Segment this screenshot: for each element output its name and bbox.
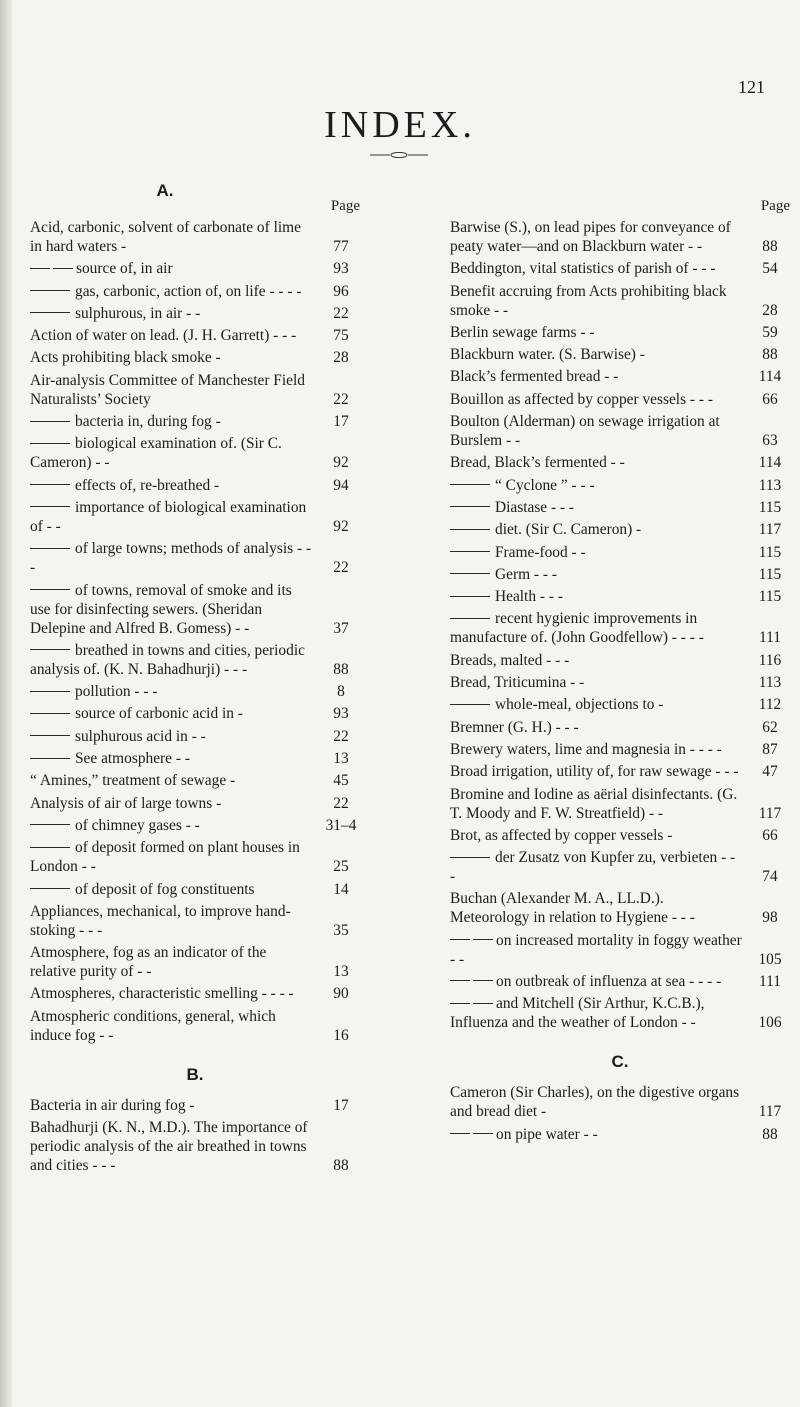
entry-text-wrap [30, 794, 322, 813]
entry-page: 45 [333, 772, 349, 790]
entry-page: 17 [333, 413, 349, 431]
index-entry [450, 889, 790, 927]
entry-page: 28 [762, 301, 778, 319]
entry-text-wrap [450, 931, 750, 969]
index-entry [30, 371, 360, 409]
ditto-dash [450, 573, 490, 574]
entry-text: breathed in towns and cities, periodic analysis of. (K. N. Bahadhurji) - - - [30, 641, 305, 678]
entry-page: 115 [758, 543, 782, 561]
entry-page: 28 [333, 349, 349, 367]
entry-text: of chimney gases - - [75, 816, 200, 834]
entry-page: 105 [758, 950, 782, 968]
entry-page: 115 [758, 565, 782, 583]
entry-page: 22 [333, 304, 349, 322]
entry-page: 106 [758, 1014, 782, 1032]
ditto-dash [473, 939, 493, 940]
entry-text: Analysis of air of large towns - [30, 794, 222, 812]
ditto-dash [30, 758, 70, 759]
entry-text-wrap [450, 848, 750, 886]
entry-page: 88 [762, 1125, 778, 1143]
entry-text: sulphurous acid in - - [75, 727, 206, 745]
entry-text-wrap [450, 972, 750, 991]
entry-text: Bahadhurji (K. N., M.D.). The importance of periodic analysis of the air breathed in towns and cities - - - [30, 1119, 308, 1175]
entry-page: 96 [333, 282, 349, 300]
entry-text-wrap [30, 539, 322, 577]
entry-text: of towns, removal of smoke and its use for disinfecting sewers. (Sheridan Delepine and Alfred B. Gomess) - - [30, 581, 292, 637]
entry-text-wrap [450, 476, 750, 495]
entry-text: Bremner (G. H.) - - - [450, 718, 579, 736]
ditto-dash [450, 1133, 470, 1134]
index-entry [450, 565, 790, 584]
section-letter [450, 200, 730, 218]
entry-page: 92 [333, 454, 349, 472]
ditto-dash [450, 704, 490, 705]
entry-text-wrap [450, 1083, 750, 1121]
entry-page: 88 [762, 346, 778, 364]
entry-text-wrap [450, 740, 750, 759]
entry-text-wrap [30, 326, 322, 345]
index-entry [30, 749, 360, 768]
index-entry [30, 838, 360, 876]
index-entry [450, 390, 790, 409]
ditto-dash [450, 980, 470, 981]
ditto-dash [30, 268, 50, 269]
entry-text-wrap [30, 348, 322, 367]
entry-text-wrap [450, 412, 750, 450]
entry-page: 111 [759, 973, 781, 991]
ditto-dash [473, 1003, 493, 1004]
entry-text: Boulton (Alderman) on sewage irrigation at Burslem - - [450, 413, 720, 450]
index-entry [30, 476, 360, 495]
entry-text-wrap [450, 218, 750, 256]
entry-text-wrap [450, 609, 750, 647]
entry-text: See atmosphere - - [75, 750, 190, 768]
index-entry [30, 259, 360, 278]
entry-text: effects of, re-breathed - [75, 476, 220, 494]
entry-text: on outbreak of influenza at sea - - - - [496, 973, 722, 991]
index-entry [450, 498, 790, 517]
index-entry [450, 367, 790, 386]
ditto-dash [473, 1133, 493, 1134]
entry-text-wrap [30, 304, 322, 323]
entry-page: 22 [333, 390, 349, 408]
entry-text: Berlin sewage farms - - [450, 323, 595, 341]
entry-text: Blackburn water. (S. Barwise) - [450, 346, 645, 364]
entry-page: 47 [762, 763, 778, 781]
entry-text: Broad irrigation, utility of, for raw sewage - - - [450, 763, 739, 781]
entry-text-wrap [450, 543, 750, 562]
index-entry [30, 1007, 360, 1045]
index-entry [30, 984, 360, 1003]
index-entry [450, 673, 790, 692]
index-entry [450, 785, 790, 823]
entry-page: 112 [758, 696, 782, 714]
entry-page: 22 [333, 794, 349, 812]
entry-page: 88 [762, 238, 778, 255]
index-entry [30, 348, 360, 367]
index-entry [30, 282, 360, 301]
entry-page: 90 [333, 985, 349, 1003]
ditto-dash [30, 649, 70, 650]
column-header [30, 176, 360, 218]
page-number: 121 [738, 77, 765, 97]
section-letter: A. [156, 181, 174, 200]
entry-text-wrap [450, 695, 750, 714]
ditto-dash [30, 290, 70, 291]
entry-page: 77 [333, 238, 349, 255]
entry-text-wrap [30, 641, 322, 679]
entry-text-wrap [30, 984, 322, 1003]
entry-text-wrap [30, 412, 322, 431]
index-entry [30, 880, 360, 899]
index-entry [450, 651, 790, 670]
entry-text: importance of biological examination of - - [30, 498, 307, 535]
entry-text-wrap [450, 762, 750, 781]
entry-text: Atmospheres, characteristic smelling - - - - [30, 985, 294, 1003]
index-entry [30, 816, 360, 835]
entry-text: Atmosphere, fog as an indicator of the relative purity of - - [30, 944, 267, 981]
entry-page: 54 [762, 260, 778, 278]
entry-text: Diastase - - - [495, 498, 575, 516]
title-ornament [370, 152, 428, 158]
entry-page: 37 [333, 619, 349, 637]
entry-page: 88 [333, 1157, 349, 1175]
entry-text-wrap [450, 390, 750, 409]
entry-text-wrap [30, 771, 322, 790]
entry-text-wrap [450, 718, 750, 737]
entry-text-wrap [30, 880, 322, 899]
index-entry [30, 771, 360, 790]
page-column-heading: Page [760, 198, 790, 214]
ditto-dash [450, 551, 490, 552]
entry-text: pollution - - - [75, 683, 158, 701]
entry-text: Benefit accruing from Acts prohibiting black smoke - - [450, 282, 727, 319]
entry-text-wrap [30, 476, 322, 495]
entry-page: 8 [337, 683, 345, 701]
ditto-dash [473, 980, 493, 981]
entry-page: 88 [333, 660, 349, 678]
entry-text-wrap [450, 1125, 750, 1144]
entry-text: Bread, Black’s fermented - - [450, 454, 625, 472]
entry-text: source of, in air [76, 260, 173, 278]
index-entry [450, 695, 790, 714]
entry-text-wrap [30, 704, 322, 723]
entry-text: on increased mortality in foggy weather - - [450, 931, 742, 968]
ditto-dash [450, 506, 490, 507]
entry-text-wrap [450, 520, 750, 539]
index-entry [450, 762, 790, 781]
entry-text: Acid, carbonic, solvent of carbonate of lime in hard waters - [30, 219, 301, 255]
entry-text: Air-analysis Committee of Manchester Field Naturalists’ Society [30, 371, 305, 408]
index-entry [450, 520, 790, 539]
index-entry [450, 345, 790, 364]
entry-text: Health - - - [495, 588, 563, 606]
ditto-dash [450, 618, 490, 619]
ditto-dash [30, 506, 70, 507]
page-title: INDEX. [324, 104, 476, 146]
entry-text: Buchan (Alexander M. A., LL.D.). Meteorology in relation to Hygiene - - - [450, 890, 695, 927]
entry-text-wrap [450, 453, 750, 472]
section-letter: B. [186, 1064, 204, 1084]
entry-text: Brewery waters, lime and magnesia in - - - - [450, 740, 722, 758]
entry-page: 62 [762, 718, 778, 736]
index-entry [30, 581, 360, 638]
index-entry [30, 902, 360, 940]
index-entry [450, 994, 790, 1032]
entry-text: Bacteria in air during fog - [30, 1096, 195, 1114]
entry-text-wrap [450, 673, 750, 692]
entry-page: 63 [762, 432, 778, 450]
entry-page: 87 [762, 740, 778, 758]
index-entry [30, 1096, 360, 1115]
entry-text-wrap [450, 367, 750, 386]
ditto-dash [30, 847, 70, 848]
entry-text: of deposit of fog constituents [75, 880, 255, 898]
index-entry [30, 326, 360, 345]
entry-page: 114 [758, 454, 782, 472]
entry-text-wrap [450, 651, 750, 670]
entry-text-wrap [30, 943, 322, 981]
entry-page: 16 [333, 1026, 349, 1044]
index-entry [30, 539, 360, 577]
index-entry [450, 453, 790, 472]
entry-text-wrap [450, 345, 750, 364]
ditto-dash [450, 529, 490, 530]
entry-text: Atmospheric conditions, general, which induce fog - - [30, 1007, 276, 1044]
index-entry [30, 727, 360, 746]
entry-text: Acts prohibiting black smoke - [30, 349, 221, 367]
ditto-dash [30, 548, 70, 549]
entry-text-wrap [450, 282, 750, 320]
entry-text: biological examination of. (Sir C. Cameron) - - [30, 435, 282, 472]
entry-page: 117 [758, 1103, 782, 1121]
entry-page: 74 [762, 868, 778, 886]
entry-text: recent hygienic improvements in manufacture of. (John Goodfellow) - - - - [450, 610, 704, 647]
entry-text: Breads, malted - - - [450, 651, 570, 669]
entry-text: sulphurous, in air - - [75, 304, 201, 322]
entry-text-wrap [450, 259, 750, 278]
index-entry [450, 587, 790, 606]
entry-text-wrap [450, 994, 750, 1032]
index-entry [450, 972, 790, 991]
column-header [450, 176, 790, 218]
index-entry [450, 1125, 790, 1144]
ditto-dash [450, 1003, 470, 1004]
entry-text-wrap [450, 565, 750, 584]
index-entry [450, 740, 790, 759]
entry-page: 111 [759, 629, 781, 647]
entry-text: Bouillon as affected by copper vessels - - - [450, 390, 713, 408]
entry-text-wrap [450, 587, 750, 606]
entry-text-wrap [30, 434, 322, 472]
index-entry [30, 794, 360, 813]
index-entry [30, 498, 360, 536]
index-entry [30, 218, 360, 256]
entry-page: 66 [762, 390, 778, 408]
entry-text-wrap [450, 323, 750, 342]
entry-text: Frame-food - - [495, 543, 586, 561]
index-entry [450, 259, 790, 278]
entry-text: gas, carbonic, action of, on life - - - - [75, 282, 302, 300]
entry-text-wrap [450, 498, 750, 517]
entry-text: der Zusatz von Kupfer zu, verbieten - - - [450, 849, 736, 886]
entry-text-wrap [30, 1096, 322, 1115]
entry-text: of deposit formed on plant houses in London - - [30, 839, 300, 876]
entry-text: “ Cyclone ” - - - [495, 476, 595, 494]
entry-page: 25 [333, 858, 349, 876]
index-entry [30, 641, 360, 679]
entry-text: Black’s fermented bread - - [450, 368, 619, 386]
entry-text-wrap [30, 1118, 322, 1175]
entry-text-wrap [30, 838, 322, 876]
entry-text-wrap [30, 282, 322, 301]
entry-text-wrap [30, 1007, 322, 1045]
entry-text-wrap [450, 785, 750, 823]
entry-text-wrap [30, 218, 322, 256]
ditto-dash [30, 691, 70, 692]
entry-page: 75 [333, 327, 349, 345]
index-entry [450, 543, 790, 562]
index-entry [30, 682, 360, 701]
entry-text: Cameron (Sir Charles), on the digestive organs and bread diet - [450, 1084, 740, 1121]
ditto-dash [450, 939, 470, 940]
page-edge-shadow [0, 0, 12, 1407]
entry-page: 22 [333, 559, 349, 577]
index-column-left [30, 176, 360, 1178]
ditto-dash [53, 268, 73, 269]
index-entry [30, 412, 360, 431]
entry-text-wrap [30, 371, 322, 409]
entry-page: 31–4 [325, 816, 357, 834]
entry-text: Barwise (S.), on lead pipes for conveyance of peaty water—and on Blackburn water - - [450, 219, 731, 255]
entry-page: 93 [333, 705, 349, 723]
entry-text: on pipe water - - [496, 1125, 598, 1143]
ditto-dash [30, 735, 70, 736]
entry-page: 66 [762, 826, 778, 844]
entry-page: 14 [333, 880, 349, 898]
entry-page: 13 [333, 963, 349, 981]
entry-text: Appliances, mechanical, to improve hand-stoking - - - [30, 902, 291, 939]
index-entry [450, 826, 790, 845]
entry-page: 115 [758, 498, 782, 516]
entry-text: diet. (Sir C. Cameron) - [495, 521, 642, 539]
entry-text: whole-meal, objections to - [495, 696, 664, 714]
index-entry [30, 704, 360, 723]
entry-text-wrap [30, 682, 322, 701]
entry-page: 115 [758, 588, 782, 606]
entry-text-wrap [450, 826, 750, 845]
ditto-dash [450, 484, 490, 485]
entry-text: source of carbonic acid in - [75, 705, 243, 723]
entry-text: Action of water on lead. (J. H. Garrett) - - - [30, 327, 297, 345]
entry-page: 114 [758, 368, 782, 386]
index-column-right [450, 176, 790, 1147]
section-letter: C. [611, 1052, 629, 1072]
entry-page: 17 [333, 1096, 349, 1114]
index-entry [450, 718, 790, 737]
entry-page: 94 [333, 476, 349, 494]
index-entry [30, 304, 360, 323]
index-entry [450, 476, 790, 495]
entry-page: 116 [758, 651, 782, 669]
entry-text: of large towns; methods of analysis - - - [30, 540, 312, 577]
entry-page: 113 [758, 476, 782, 494]
index-entry [450, 1083, 790, 1121]
entry-text: Bromine and Iodine as aërial disinfectants. (G. T. Moody and F. W. Streatfield) - - [450, 785, 738, 822]
entry-page: 13 [333, 750, 349, 768]
entry-text: bacteria in, during fog - [75, 413, 221, 431]
entry-text-wrap [30, 727, 322, 746]
entry-text-wrap [30, 749, 322, 768]
index-entry [450, 282, 790, 320]
entry-text-wrap [30, 902, 322, 940]
ditto-dash [30, 824, 70, 825]
index-entry [450, 609, 790, 647]
ditto-dash [30, 589, 70, 590]
entry-page: 92 [333, 517, 349, 535]
entry-text: Germ - - - [495, 565, 557, 583]
index-entry [450, 848, 790, 886]
entry-text: Beddington, vital statistics of parish of - - - [450, 260, 716, 278]
ditto-dash [30, 421, 70, 422]
index-entry [450, 323, 790, 342]
entry-page: 59 [762, 323, 778, 341]
entry-text: Bread, Triticumina - - [450, 674, 585, 692]
entry-page: 22 [333, 727, 349, 745]
ditto-dash [450, 857, 490, 858]
ditto-dash [30, 443, 70, 444]
index-entry [30, 434, 360, 472]
index-entry [30, 1118, 360, 1175]
entry-text-wrap [30, 816, 322, 835]
ditto-dash [30, 888, 70, 889]
entry-page: 93 [333, 260, 349, 278]
entry-text: Brot, as affected by copper vessels - [450, 826, 673, 844]
ditto-dash [450, 596, 490, 597]
entry-text-wrap [450, 889, 750, 927]
entry-page: 117 [758, 521, 782, 539]
entry-text: and Mitchell (Sir Arthur, K.C.B.), Influenza and the weather of London - - [450, 995, 705, 1032]
page-column-heading: Page [330, 198, 360, 214]
index-entry [450, 412, 790, 450]
index-entry [450, 218, 790, 256]
entry-page: 98 [762, 909, 778, 927]
entry-page: 117 [758, 804, 782, 822]
index-entry [450, 931, 790, 969]
entry-page: 35 [333, 921, 349, 939]
ditto-dash [30, 484, 70, 485]
entry-text-wrap [30, 498, 322, 536]
entry-text-wrap [30, 581, 322, 638]
entry-text-wrap [30, 259, 322, 278]
ditto-dash [30, 713, 70, 714]
entry-text: “ Amines,” treatment of sewage - [30, 772, 236, 790]
entry-page: 113 [758, 674, 782, 692]
ditto-dash [30, 312, 70, 313]
index-entry [30, 943, 360, 981]
